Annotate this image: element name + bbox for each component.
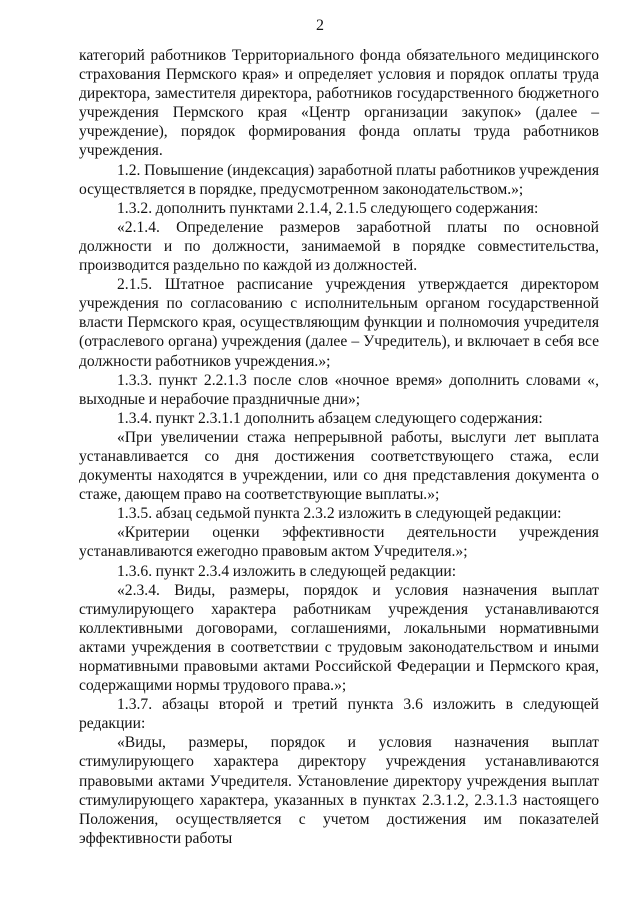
paragraph-1-3-3: 1.3.3. пункт 2.2.1.3 после слов «ночное время» дополнить словами «, выходные и нерабочие праздничные дни»; [79, 371, 599, 408]
paragraph-1-3-2: 1.3.2. дополнить пунктами 2.1.4, 2.1.5 следующего содержания: [117, 199, 539, 217]
paragraph-1-3-5: 1.3.5. абзац седьмой пункта 2.3.2 изложить в следующей редакции: [117, 505, 562, 523]
paragraph-director-payments: «Виды, размеры, порядок и условия назначения выплат стимулирующего характера директору учреждения устанавливаются правовыми актами Учредителя. Установление директору учреждения выплат стимулирующего характера, указанных в пунктах 2.3.1.2, 2.3.1.3 настоящего Положения, осуществляется с учетом достижения им показателей эффективности работы [79, 734, 599, 847]
page-number: 2 [316, 17, 324, 34]
paragraph-2-1-5: 2.1.5. Штатное расписание учреждения утверждается директором учреждения по согласованию с исполнительным органом государственной власти Пермского края, осуществляющим функции и полномочия учредителя (отраслевого органа) учреждения (далее – Учредитель), и включает в себя все должности работников учреждения.»; [79, 276, 599, 370]
paragraph-criteria-quote: «Критерии оценки эффективности деятельности учреждения устанавливаются ежегодно правовым актом Учредителя.»; [79, 524, 599, 561]
document-body [79, 46, 599, 848]
paragraph-1-3-6: 1.3.6. пункт 2.3.4 изложить в следующей редакции: [117, 562, 457, 580]
paragraph-1-3-4: 1.3.4. пункт 2.3.1.1 дополнить абзацем следующего содержания: [117, 409, 543, 427]
paragraph-continuation: категорий работников Территориального фонда обязательного медицинского страхования Пермского края» и определяет условия и порядок оплаты труда директора, заместителя директора, работников государственного бюджетного учреждения Пермского края «Центр организации закупок» (далее – учреждение), порядок формирования фонда оплаты труда работников учреждения. [79, 47, 599, 160]
paragraph-2-3-4: «2.3.4. Виды, размеры, порядок и условия назначения выплат стимулирующего характера работникам учреждения устанавливаются коллективными договорами, соглашениями, локальными нормативными актами учреждения в соответствии с трудовым законодательством и иными нормативными правовыми актами Российской Федерации и Пермского края, содержащими нормы трудового права.»; [79, 581, 599, 695]
paragraph-2-1-4: «2.1.4. Определение размеров заработной платы по основной должности и по должности, занимаемой в порядке совместительства, производится раздельно по каждой из должностей. [79, 218, 599, 275]
paragraph-1-2: 1.2. Повышение (индексация) заработной платы работников учреждения осуществляется в порядке, предусмотренном законодательством.»; [79, 161, 599, 198]
paragraph-seniority-quote: «При увеличении стажа непрерывной работы, выслуги лет выплата устанавливается со дня достижения соответствующего стажа, если документы находятся в учреждении, или со дня представления документа о стаже, дающем право на соответствующие выплаты.»; [79, 428, 599, 504]
paragraph-1-3-7: 1.3.7. абзацы второй и третий пункта 3.6 изложить в следующей редакции: [79, 696, 599, 733]
